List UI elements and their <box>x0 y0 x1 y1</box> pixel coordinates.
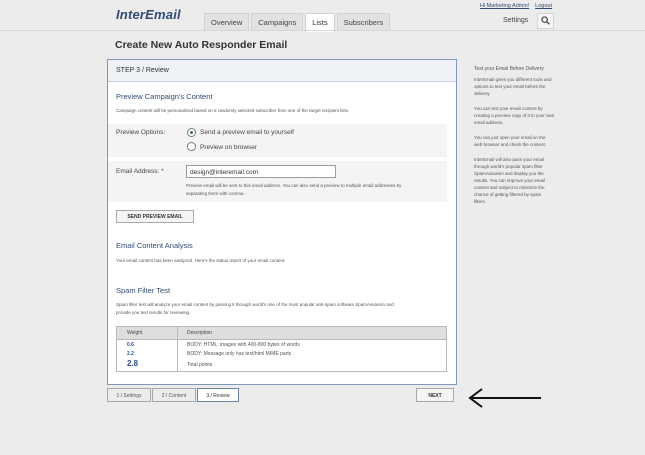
tab-subscribers[interactable]: Subscribers <box>337 13 391 31</box>
total-label: Total points <box>187 362 213 368</box>
sidebar-paragraph: InterEmail will also pass your email through world's popular spam filter SpamAssassin and display you the results. You can improve your email content and subject to minimize the chance of getting filtered by spam filters. <box>474 157 546 204</box>
column-divider <box>177 327 178 371</box>
preview-options-row <box>108 124 447 157</box>
step-review-button[interactable]: 3 / Review <box>197 388 239 402</box>
user-account-link[interactable]: Hi Marketing Admin! <box>479 3 530 9</box>
sidebar-paragraph: InterEmail gives you different tools and options to test your email before the delivery. <box>474 77 552 96</box>
tab-overview[interactable]: Overview <box>204 13 249 31</box>
tab-lists[interactable]: Lists <box>305 13 334 32</box>
page-title: Create New Auto Responder Email <box>115 39 288 51</box>
search-icon <box>541 16 550 25</box>
app-logo[interactable]: InterEmail <box>116 7 181 22</box>
sidebar-paragraph: You can just open your email on the web browser and check the content. <box>474 135 547 147</box>
sidebar-paragraph: You can test your email content by creating a preview copy of it to your own email address. <box>474 106 555 125</box>
row1-description: BODY: HTML: images with 400-800 bytes of words <box>187 342 300 348</box>
header-divider <box>0 30 645 31</box>
analysis-section-title: Email Content Analysis <box>116 241 193 250</box>
send-preview-email-button[interactable]: SEND PREVIEW EMAIL <box>116 210 194 223</box>
spam-section-title: Spam Filter Test <box>116 286 171 295</box>
spam-description-line1: Spam filter test will analyze your email content by passing it through world's one of the most popular anti-spam software SpamAssassin and <box>116 302 394 307</box>
row2-weight: 2.2 <box>127 351 134 357</box>
settings-link[interactable]: Settings <box>503 17 529 24</box>
header <box>0 0 645 30</box>
sidebar-heading: Test your Email Before Delivery <box>474 66 544 72</box>
table-header <box>117 327 446 340</box>
preview-options-label: Preview Options: <box>116 129 166 136</box>
email-help-line1: Preview email will be sent to this email address. You can also send a preview to multiple email addresses by <box>186 183 402 188</box>
row1-weight: 0.6 <box>127 342 134 348</box>
email-help-line2: separating them with comma. <box>186 191 245 196</box>
radio-label-preview-browser[interactable]: Preview on browser <box>200 144 258 151</box>
analysis-description: Your email content has been analyzed. Here's the status report of your email content. <box>116 258 286 263</box>
account-links <box>480 3 552 9</box>
radio-send-preview-email[interactable] <box>187 128 196 137</box>
wizard-panel <box>107 59 457 385</box>
spam-results-table <box>116 326 447 372</box>
pointer-arrow-icon <box>466 387 544 409</box>
spam-description-line2: provide you test results for reviewing. <box>116 310 191 315</box>
step-settings-button[interactable]: 1 / Settings <box>107 388 151 402</box>
radio-label-send-preview-email[interactable]: Send a preview email to yourself <box>200 129 294 136</box>
step-indicator: STEP 3 / Review <box>108 60 456 82</box>
column-weight: Weight <box>127 330 143 336</box>
help-sidebar <box>474 66 572 213</box>
email-address-label: Email Address: * <box>116 168 164 175</box>
preview-section-title: Preview Campaign's Content <box>116 92 213 101</box>
row2-description: BODY: Message only has text/html MIME parts <box>187 351 292 357</box>
next-button[interactable]: NEXT <box>416 388 454 402</box>
radio-preview-browser[interactable] <box>187 142 196 151</box>
column-description: Description <box>187 330 213 336</box>
preview-description: Campaign content will be personalized based on a randomly selected subscriber from one of the target recipient lists. <box>116 108 350 113</box>
step-content-button[interactable]: 2 / Content <box>152 388 196 402</box>
email-address-input[interactable]: design@interemail.com <box>186 165 336 178</box>
logout-link[interactable]: Logout <box>535 3 552 9</box>
tab-campaigns[interactable]: Campaigns <box>251 13 303 31</box>
total-weight: 2.8 <box>127 359 139 368</box>
search-button[interactable] <box>537 13 554 29</box>
